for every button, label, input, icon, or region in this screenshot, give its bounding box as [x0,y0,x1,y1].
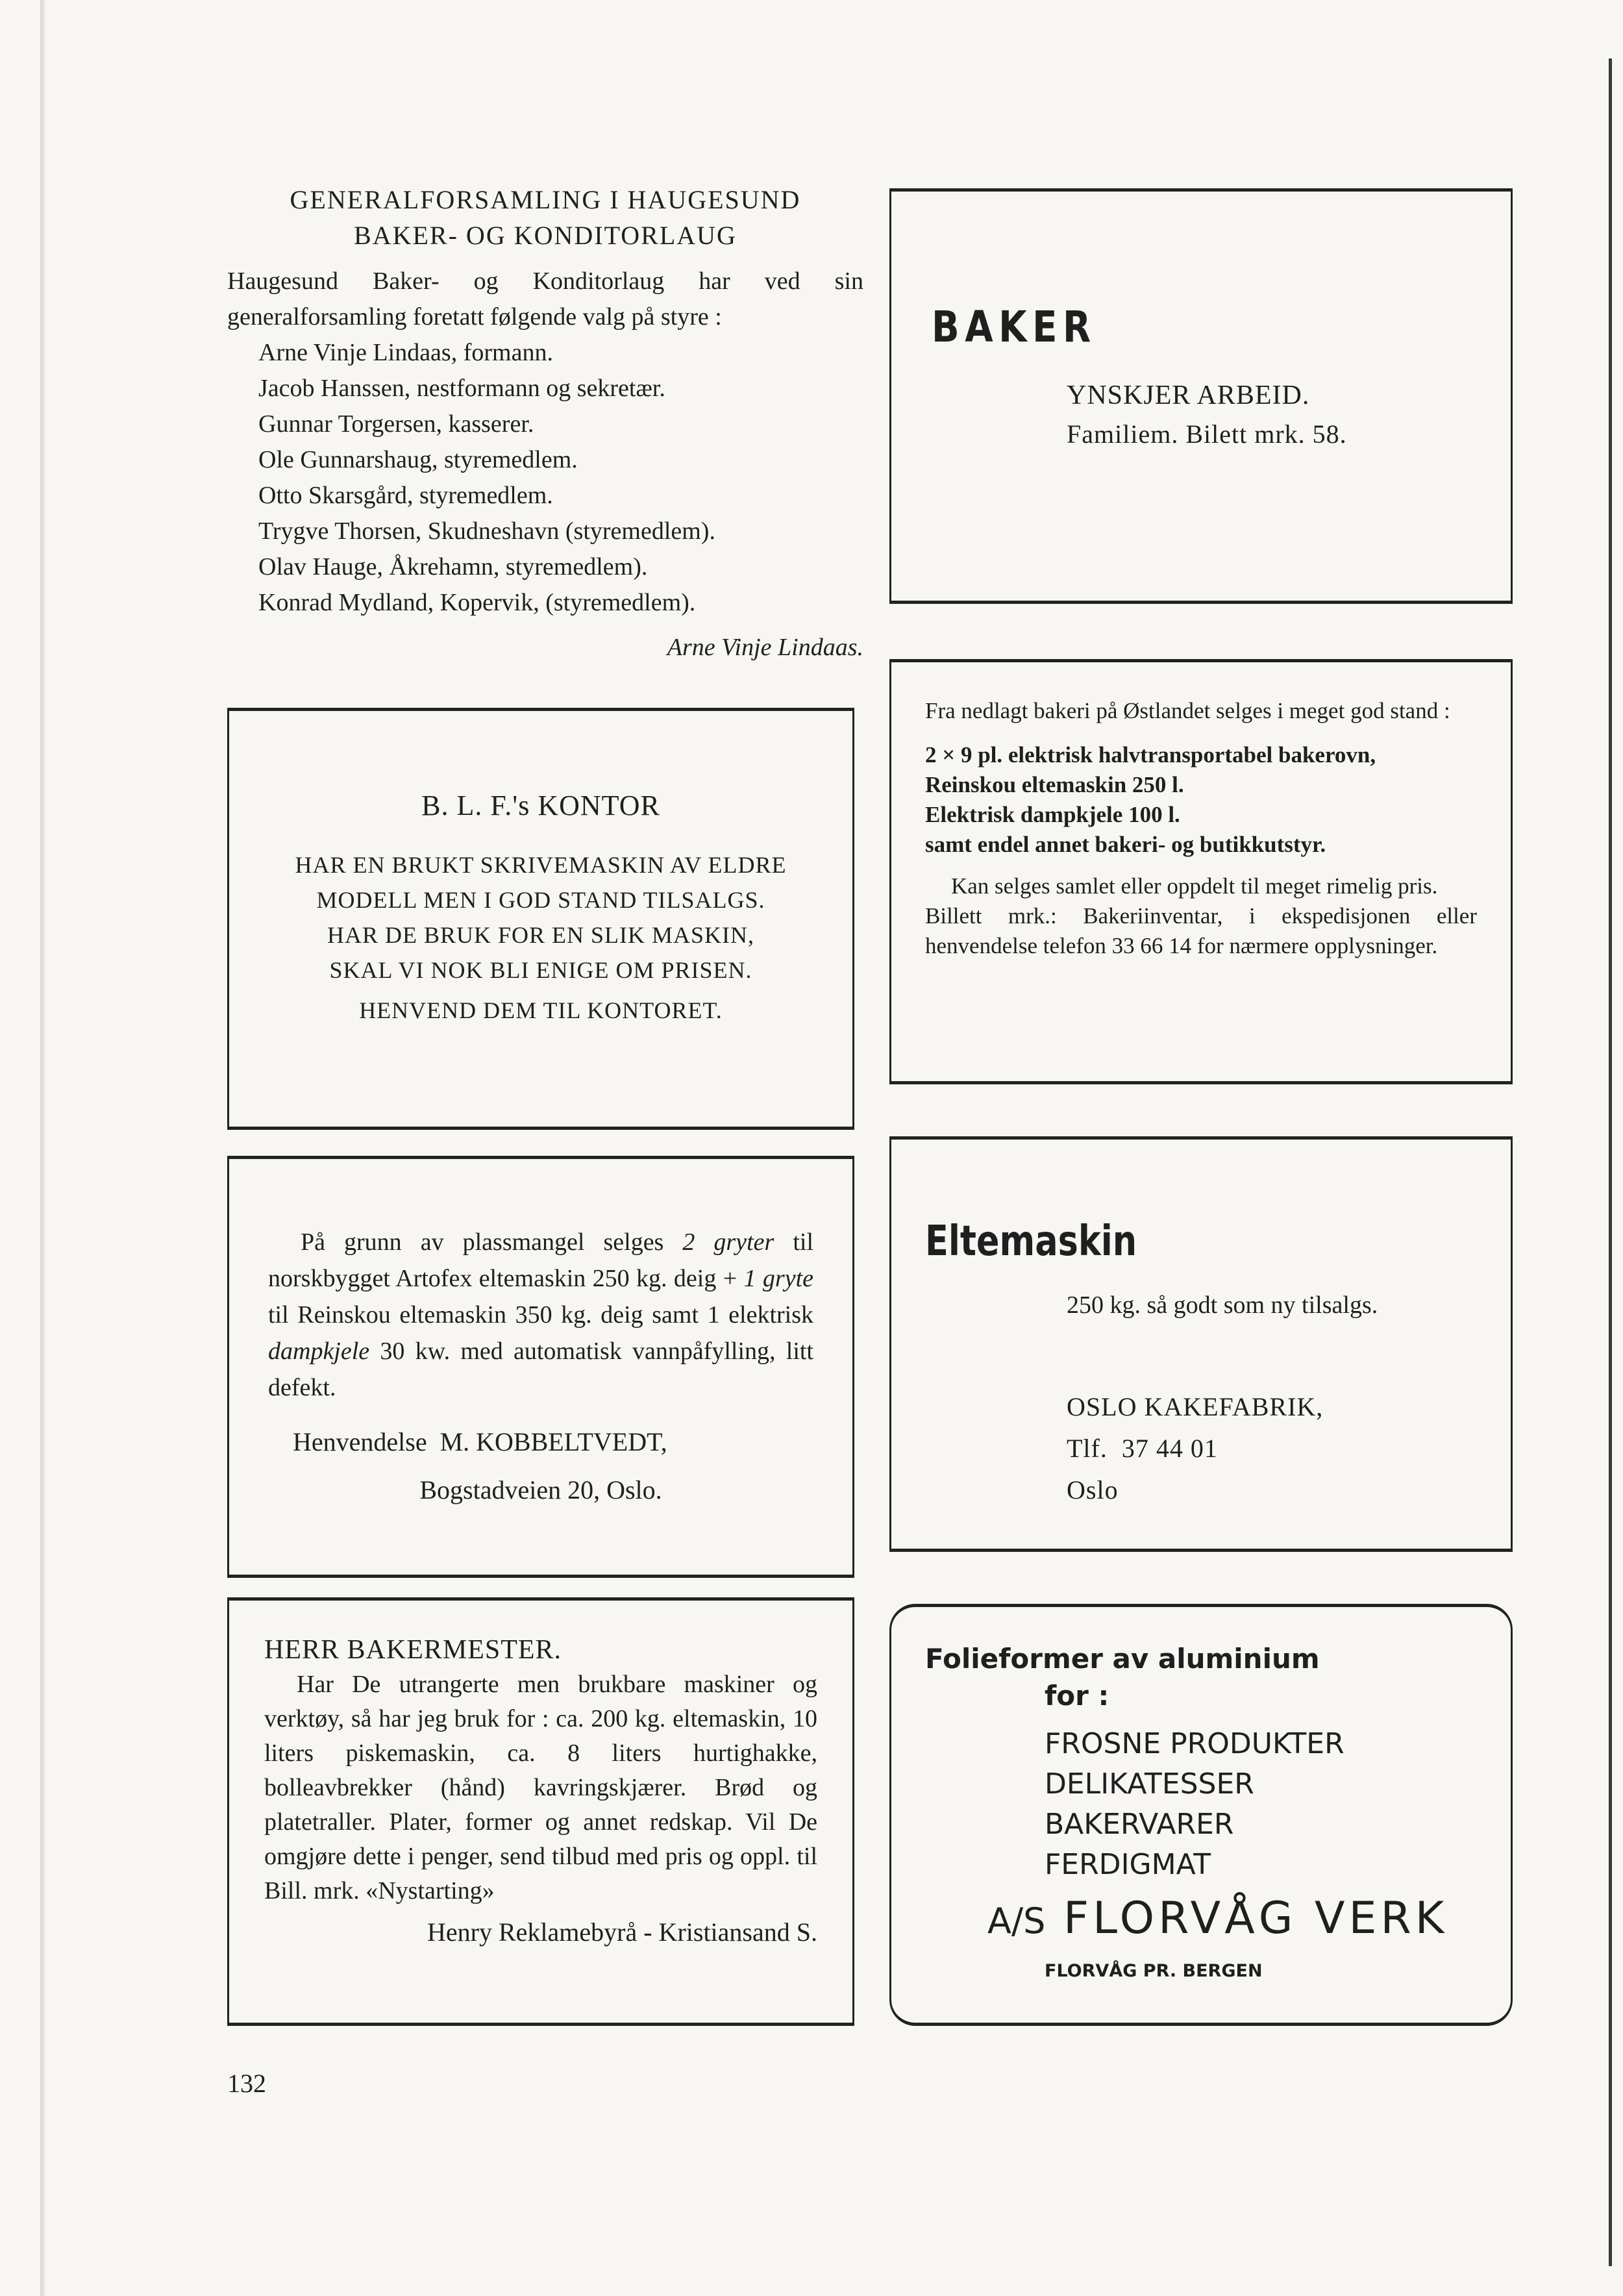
product-item: FERDIGMAT [1045,1848,1211,1881]
article-heading-2: BAKER- OG KONDITORLAUG [354,221,737,250]
ad-blf-title: B. L. F.'s KONTOR [421,790,660,821]
article-heading-1: GENERALFORSAMLING I HAUGESUND [290,185,801,214]
text-segment-italic: 1 gryte [743,1265,813,1292]
ad-baker-title: BAKER [932,302,1096,352]
ad-florvag-title: Folieformer av aluminium [925,1643,1320,1675]
text-segment: 30 kw. med automatisk vannpåfylling, litt defekt. [268,1338,813,1401]
ad-blf-line: HAR DE BRUK FOR EN SLIK MASKIN, [327,922,755,948]
ad-bakeri-intro: Fra nedlagt bakeri på Østlandet selges i meget god stand : [925,698,1450,723]
company-prefix: A/S [987,1901,1046,1941]
member-item: Ole Gunnarshaug, styremedlem. [258,446,578,473]
ad-herr-signature: Henry Reklamebyrå - Kristiansand S. [427,1917,817,1947]
text-segment-italic: dampkjele [268,1338,370,1365]
ad-florvag-company [987,1893,1448,1944]
ad-florvag-title2: for : [1045,1680,1109,1712]
ad-bakeri-inventar [889,659,1513,1084]
article-signature: Arne Vinje Lindaas. [667,634,863,661]
ad-bakeri-items [925,740,1477,860]
member-item: Konrad Mydland, Kopervik, (styremedlem). [258,589,696,616]
ad-herr-title: HERR BAKERMESTER. [264,1635,562,1665]
ad-blf-line: HAR EN BRUKT SKRIVEMASKIN AV ELDRE [295,852,787,878]
page-edge-right [1609,58,1612,2266]
ad-florvag-verk [889,1604,1513,2026]
member-list [227,335,863,621]
member-item: Arne Vinje Lindaas, formann. [258,339,553,366]
ad-bakeri-price: Kan selges samlet eller oppdelt til meget rimelig pris. [951,873,1438,899]
text-segment: til Reinskou eltemaskin 350 kg. deig samt 1 elektrisk [268,1301,813,1329]
article-intro: Haugesund Baker- og Konditorlaug har ved sin generalforsamling foretatt følgende valg på styre : [227,268,863,331]
text-segment: På grunn av plassmangel selges [301,1229,683,1256]
product-item: FROSNE PRODUKTER [1045,1727,1344,1760]
ad-baker-line1: YNSKJER ARBEID. [1067,381,1310,410]
ad-bakeri-contact: Billett mrk.: Bakeriinventar, i ekspedisjonen eller henvendelse telefon 33 66 14 for nærmere opplysninger. [925,903,1477,958]
ad-herr-bakermester [227,1597,854,2026]
ad-bakeri-item: Reinskou eltemaskin 250 l. [925,772,1184,797]
ad-florvag-products [1045,1724,1344,1885]
ad-eltemaskin-company: OSLO KAKEFABRIK, [1067,1392,1324,1421]
text-segment: til norskbygget Artofex eltemaskin 250 kg. deig + [268,1229,813,1292]
ad-eltemaskin [889,1136,1513,1552]
product-item: BAKERVARER [1045,1808,1234,1841]
ad-blf-line: SKAL VI NOK BLI ENIGE OM PRISEN. [329,957,752,983]
ad-gryter [227,1156,854,1578]
ad-blf-closing: HENVEND DEM TIL KONTORET. [359,997,723,1023]
ad-gryter-contact: Henvendelse M. KOBBELTVEDT, [293,1427,667,1456]
member-item: Jacob Hanssen, nestformann og sekretær. [258,375,665,402]
ad-bakeri-item: samt endel annet bakeri- og butikkutstyr. [925,832,1326,857]
ad-blf-body [229,847,852,988]
ad-eltemaskin-contact [1067,1386,1323,1511]
ad-florvag-location: FLORVÅG PR. BERGEN [1045,1961,1263,1981]
ad-baker-line2: Familiem. Bilett mrk. 58. [1067,419,1347,449]
member-item: Olav Hauge, Åkrehamn, styremedlem). [258,553,648,580]
ad-eltemaskin-city: Oslo [1067,1475,1119,1504]
ad-baker [889,188,1513,604]
text-segment-italic: 2 gryter [682,1229,774,1256]
page-number: 132 [227,2069,266,2098]
page-edge-shadow [40,0,45,2296]
ad-bakeri-item: Elektrisk dampkjele 100 l. [925,802,1180,827]
ad-gryter-body [268,1224,813,1406]
ad-eltemaskin-desc: 250 kg. så godt som ny tilsalgs. [1067,1292,1378,1319]
product-item: DELIKATESSER [1045,1767,1254,1801]
member-item: Trygve Thorsen, Skudneshavn (styremedlem). [258,518,715,545]
ad-eltemaskin-phone: Tlf. 37 44 01 [1067,1434,1218,1463]
ad-blf-line: MODELL MEN I GOD STAND TILSALGS. [316,887,765,913]
ad-herr-body: Har De utrangerte men brukbare maskiner og verktøy, så har jeg bruk for : ca. 200 kg. eltemaskin, 10 liters piskemaskin, ca. 8 liters hurtighakke, bolleavbrekker (hånd) kavringskjærer. Brød og platetraller. Plater, former og annet redskap. Vil De omgjøre dette i penger, send tilbud med pris og oppl. til Bill. mrk. «Nystarting» [264,1671,817,1904]
ad-gryter-address: Bogstadveien 20, Oslo. [419,1475,662,1504]
member-item: Gunnar Torgersen, kasserer. [258,410,534,438]
member-item: Otto Skarsgård, styremedlem. [258,482,553,509]
ad-blf-kontor [227,708,854,1130]
ad-bakeri-item: 2 × 9 pl. elektrisk halvtransportabel bakerovn, [925,742,1376,767]
ad-eltemaskin-title: Eltemaskin [925,1217,1137,1266]
company-name: FLORVÅG VERK [1063,1893,1448,1944]
article-generalforsamling [227,182,863,666]
